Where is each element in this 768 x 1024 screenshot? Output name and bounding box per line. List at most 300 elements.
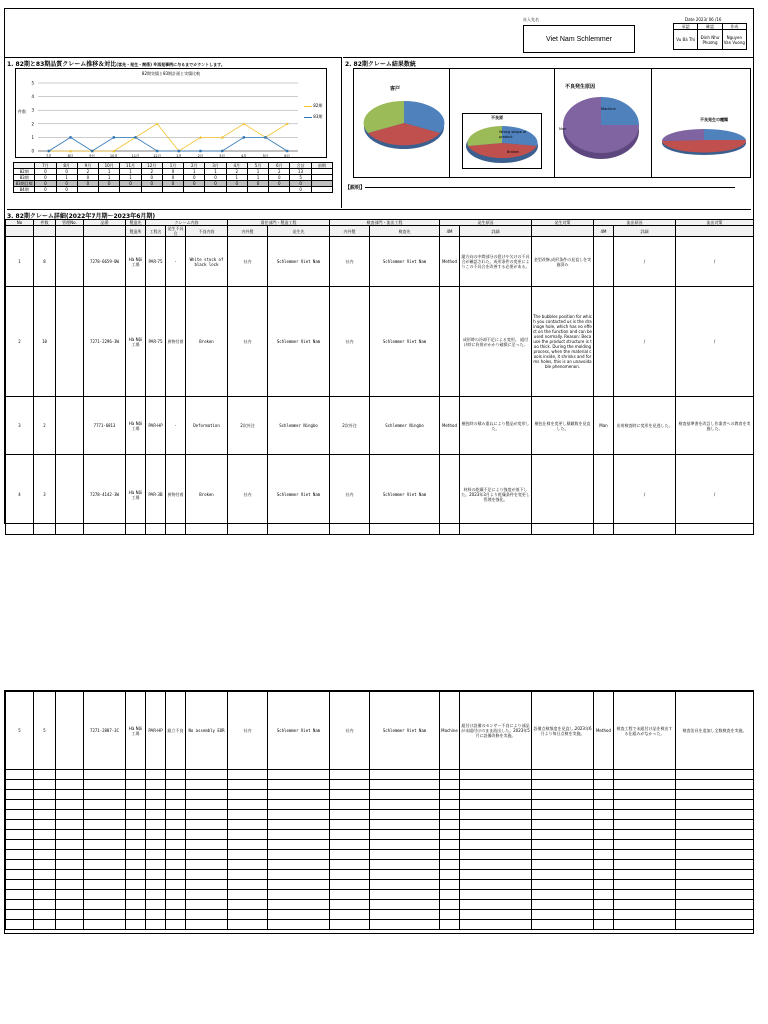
empty-cell	[594, 900, 614, 910]
empty-cell	[56, 890, 84, 900]
col-head: 責任部門・製造工程	[228, 220, 330, 226]
empty-cell	[228, 850, 268, 860]
empty-cell	[84, 890, 126, 900]
cell-count: 10	[34, 287, 56, 397]
col-head: 検査部門・流出工程	[330, 220, 440, 226]
empty-cell	[34, 920, 56, 930]
cell-resp: Schlemmer Ningbo	[268, 397, 330, 455]
empty-cell	[330, 810, 370, 820]
empty-cell	[268, 770, 330, 780]
pie-cause-label: 不良発生原因	[565, 84, 596, 90]
empty-cell	[34, 880, 56, 890]
cell-count: 3	[34, 455, 56, 535]
empty-cell	[594, 880, 614, 890]
cell-count: 2	[34, 397, 56, 455]
col-head: クレーム内容	[146, 220, 228, 226]
month-value: 0	[56, 187, 77, 193]
month-value: 1	[99, 169, 120, 175]
cell-cause: 縦方向の中間部分の裂けや欠けの不具合が確認された。成形条件の変更によりこの不具合を改善する必要がある。	[460, 237, 532, 287]
empty-cell	[614, 920, 676, 930]
empty-row	[6, 790, 754, 800]
sub-head: 内外製	[330, 226, 370, 237]
line-chart-frame	[15, 68, 327, 158]
pie-slice	[662, 129, 704, 141]
empty-cell	[6, 800, 34, 810]
month-col-head: 4月	[226, 163, 247, 169]
month-col-head: 1月	[162, 163, 183, 169]
empty-cell	[84, 880, 126, 890]
y-tick-label: 0	[31, 148, 34, 154]
sub-head: 詳細	[614, 226, 676, 237]
empty-cell	[676, 770, 754, 780]
cell-counter: The bubbles position for which you contacted us is the drainage hole, which has no effect on the function and can be used normally. Reason: Because the product structure is too thick. During the molding process, when the material cools inside, it shrinks and forms holes, this is an unavoidable phenomenon.	[532, 287, 594, 397]
empty-cell	[370, 840, 440, 850]
cell-counter	[532, 455, 594, 535]
empty-cell	[166, 770, 186, 780]
empty-cell	[146, 860, 166, 870]
cell-part: 7771-6813	[84, 397, 126, 455]
data-point	[156, 150, 158, 152]
approval-name: Đinh Như Phương	[698, 30, 722, 50]
month-value: 1	[120, 175, 141, 181]
x-tick-label: 1月	[175, 154, 182, 158]
empty-cell	[460, 800, 532, 810]
data-point	[48, 150, 50, 152]
empty-cell	[34, 910, 56, 920]
empty-cell	[594, 910, 614, 920]
cell-content: No assembly EOR	[186, 692, 228, 770]
empty-cell	[56, 770, 84, 780]
cell-insp: Schlemmer Viet Nam	[370, 692, 440, 770]
legend-item-82	[304, 103, 322, 108]
month-col-head: 合計	[290, 163, 311, 169]
cell-out-counter: /	[676, 237, 754, 287]
empty-cell	[56, 800, 84, 810]
empty-cell	[268, 850, 330, 860]
empty-cell	[460, 880, 532, 890]
empty-cell	[228, 870, 268, 880]
empty-cell	[268, 860, 330, 870]
empty-cell	[594, 820, 614, 830]
empty-row	[6, 890, 754, 900]
month-value: 1	[56, 175, 77, 181]
y-tick-label: 1	[31, 134, 34, 140]
empty-cell	[34, 840, 56, 850]
cell-defect: -	[166, 237, 186, 287]
table-row	[14, 187, 333, 193]
cell-4m: Machine	[440, 692, 460, 770]
empty-cell	[146, 820, 166, 830]
empty-cell	[460, 920, 532, 930]
empty-cell	[166, 850, 186, 860]
cell-ctrl	[56, 455, 84, 535]
empty-cell	[166, 910, 186, 920]
empty-cell	[370, 830, 440, 840]
empty-cell	[228, 800, 268, 810]
empty-cell	[34, 780, 56, 790]
empty-cell	[186, 810, 228, 820]
notes-label: 【説明】	[345, 185, 366, 191]
empty-cell	[440, 800, 460, 810]
cell-resp-io: 社内	[228, 692, 268, 770]
empty-cell	[460, 830, 532, 840]
cell-out-counter: /	[676, 455, 754, 535]
cell-factory: Hà Nội 工場	[126, 455, 146, 535]
empty-cell	[126, 820, 146, 830]
month-value: 0	[120, 181, 141, 187]
month-col-head: 3月	[205, 163, 226, 169]
cell-process: PAR-3B	[146, 455, 166, 535]
month-value: 0	[35, 175, 56, 181]
empty-cell	[166, 860, 186, 870]
empty-cell	[370, 900, 440, 910]
empty-cell	[34, 820, 56, 830]
month-value	[247, 187, 268, 193]
empty-cell	[614, 810, 676, 820]
empty-cell	[34, 790, 56, 800]
col-head: 発生原因	[440, 220, 532, 226]
empty-cell	[460, 900, 532, 910]
empty-cell	[330, 780, 370, 790]
empty-cell	[330, 860, 370, 870]
cell-insp-io: 社内	[330, 287, 370, 397]
empty-cell	[676, 890, 754, 900]
month-value	[205, 187, 226, 193]
empty-cell	[330, 910, 370, 920]
cell-defect: 異物付着	[166, 455, 186, 535]
empty-cell	[676, 850, 754, 860]
empty-cell	[614, 850, 676, 860]
empty-cell	[268, 910, 330, 920]
cell-4m	[440, 287, 460, 397]
empty-cell	[56, 860, 84, 870]
empty-cell	[228, 780, 268, 790]
month-value	[269, 187, 290, 193]
sheet-page-1	[4, 8, 754, 524]
empty-cell	[614, 780, 676, 790]
series-line-83	[49, 137, 287, 151]
cell-resp-io: 社内	[228, 287, 268, 397]
empty-cell	[594, 920, 614, 930]
month-value: 0	[35, 169, 56, 175]
empty-cell	[330, 880, 370, 890]
month-col-head: 前期	[311, 163, 332, 169]
month-value: 1	[247, 175, 268, 181]
month-value: 0	[99, 181, 120, 187]
cell-count: 8	[34, 237, 56, 287]
empty-cell	[532, 790, 594, 800]
empty-cell	[6, 780, 34, 790]
empty-cell	[614, 800, 676, 810]
empty-cell	[56, 810, 84, 820]
approval-head: 作成	[722, 24, 746, 30]
empty-cell	[440, 770, 460, 780]
sub-head	[34, 226, 56, 237]
pie-customer-label: 客戸	[390, 86, 401, 92]
empty-cell	[370, 770, 440, 780]
empty-cell	[676, 780, 754, 790]
empty-cell	[6, 870, 34, 880]
month-value	[226, 187, 247, 193]
empty-cell	[146, 790, 166, 800]
empty-cell	[614, 790, 676, 800]
empty-cell	[532, 920, 594, 930]
cell-out-counter: 検査治具を追加し全数検査を実施。	[676, 692, 754, 770]
empty-cell	[84, 900, 126, 910]
cell-insp-io: 社内	[330, 455, 370, 535]
empty-cell	[84, 910, 126, 920]
claim-row	[6, 237, 754, 287]
empty-cell	[166, 820, 186, 830]
empty-cell	[186, 910, 228, 920]
cell-process: PAR-75	[146, 237, 166, 287]
empty-cell	[440, 830, 460, 840]
empty-cell	[126, 890, 146, 900]
empty-cell	[594, 870, 614, 880]
empty-row	[6, 770, 754, 780]
claim-row	[6, 397, 754, 455]
empty-cell	[166, 920, 186, 930]
empty-cell	[532, 820, 594, 830]
month-value: 0	[226, 181, 247, 187]
cell-content: Broken	[186, 287, 228, 397]
pie-type-label: 不良発生の種類	[700, 117, 728, 122]
empty-cell	[6, 880, 34, 890]
empty-row	[6, 820, 754, 830]
empty-cell	[6, 900, 34, 910]
x-tick-label: 12月	[153, 154, 162, 158]
cell-4m	[440, 455, 460, 535]
empty-cell	[614, 770, 676, 780]
empty-cell	[532, 800, 594, 810]
empty-cell	[460, 870, 532, 880]
recipient-label: 社入先名	[523, 17, 539, 22]
pie-type-panel	[660, 115, 750, 165]
pie-slice	[467, 126, 502, 146]
cell-ctrl	[56, 237, 84, 287]
pie-customer-panel	[354, 69, 450, 177]
empty-cell	[268, 790, 330, 800]
cell-insp: Schlemmer Ningbo	[370, 397, 440, 455]
sub-head: 内外製	[228, 226, 268, 237]
empty-cell	[126, 830, 146, 840]
approval-table	[673, 23, 747, 50]
empty-cell	[186, 900, 228, 910]
empty-cell	[84, 870, 126, 880]
cell-factory: Hà Nội 工場	[126, 397, 146, 455]
empty-cell	[228, 790, 268, 800]
month-value: 1	[226, 175, 247, 181]
empty-cell	[6, 820, 34, 830]
col-head: 管理No.	[56, 220, 84, 226]
cell-factory: Hà Nội 工場	[126, 287, 146, 397]
empty-cell	[186, 920, 228, 930]
empty-cell	[268, 830, 330, 840]
empty-cell	[330, 850, 370, 860]
cell-ctrl	[56, 287, 84, 397]
cell-4m: Method	[440, 237, 460, 287]
empty-cell	[440, 920, 460, 930]
month-value: 0	[162, 169, 183, 175]
cell-out-4m: Man	[594, 397, 614, 455]
empty-cell	[56, 790, 84, 800]
empty-row	[6, 850, 754, 860]
empty-cell	[614, 830, 676, 840]
month-col-head: 6月	[269, 163, 290, 169]
empty-cell	[186, 860, 228, 870]
empty-cell	[460, 820, 532, 830]
x-tick-label: 7月	[45, 154, 52, 158]
month-value: 0	[290, 187, 311, 193]
empty-cell	[6, 860, 34, 870]
month-value	[162, 187, 183, 193]
cell-no: 5	[6, 692, 34, 770]
month-value: 0	[184, 175, 205, 181]
monthly-claims-table	[13, 162, 333, 193]
month-value: 0	[269, 175, 290, 181]
month-value: 1	[247, 169, 268, 175]
cell-insp-io: 社内	[330, 237, 370, 287]
month-col-head: 11月	[120, 163, 141, 169]
section3-title: 3. 82期クレーム詳細(2022年7月期～2023年6月期)	[7, 209, 751, 220]
empty-cell	[84, 860, 126, 870]
month-value: 0	[162, 175, 183, 181]
empty-cell	[126, 810, 146, 820]
month-value: 5	[290, 175, 311, 181]
empty-cell	[186, 840, 228, 850]
approval-name: Vu Bá Thi	[674, 30, 698, 50]
empty-cell	[532, 770, 594, 780]
empty-cell	[370, 810, 440, 820]
x-tick-label: 6月	[284, 154, 291, 158]
empty-cell	[370, 790, 440, 800]
empty-cell	[146, 870, 166, 880]
empty-cell	[34, 870, 56, 880]
empty-cell	[166, 790, 186, 800]
empty-cell	[440, 890, 460, 900]
empty-cell	[166, 810, 186, 820]
empty-cell	[126, 880, 146, 890]
section1-title	[7, 59, 225, 68]
cell-part: 7278-4142-3W	[84, 455, 126, 535]
empty-cell	[146, 810, 166, 820]
cell-insp: Schlemmer Viet Nam	[370, 237, 440, 287]
empty-cell	[594, 800, 614, 810]
cell-out-counter: /	[676, 287, 754, 397]
empty-cell	[614, 910, 676, 920]
empty-cell	[56, 840, 84, 850]
month-value: 0	[141, 175, 162, 181]
empty-cell	[532, 880, 594, 890]
month-value: 0	[35, 187, 56, 193]
empty-cell	[126, 860, 146, 870]
empty-cell	[330, 840, 370, 850]
company-name: Viet Nam Schlemmer	[545, 35, 612, 43]
sub-head	[676, 226, 754, 237]
empty-cell	[370, 880, 440, 890]
empty-cell	[614, 840, 676, 850]
empty-cell	[370, 800, 440, 810]
x-tick-label: 11月	[131, 154, 140, 158]
empty-cell	[440, 840, 460, 850]
cell-content: White stock of black lock	[186, 237, 228, 287]
empty-cell	[440, 810, 460, 820]
chart-title: 82期実績と83期計画と実績比較	[141, 71, 201, 76]
empty-cell	[34, 850, 56, 860]
data-point	[113, 136, 115, 138]
empty-cell	[56, 780, 84, 790]
empty-cell	[186, 850, 228, 860]
empty-cell	[460, 780, 532, 790]
empty-cell	[532, 870, 594, 880]
empty-cell	[440, 900, 460, 910]
month-value: 2	[77, 169, 98, 175]
y-tick-label: 2	[31, 121, 34, 127]
cell-content: Deformation	[186, 397, 228, 455]
empty-cell	[440, 910, 460, 920]
empty-cell	[268, 810, 330, 820]
cell-out-counter: 検査基準書を改訂し作業者への教育を実施した。	[676, 397, 754, 455]
empty-cell	[676, 830, 754, 840]
notes-line	[365, 187, 735, 188]
empty-cell	[166, 780, 186, 790]
month-value: 13	[290, 169, 311, 175]
empty-cell	[330, 900, 370, 910]
approval-head: 承認	[674, 24, 698, 30]
cell-part: 7271-2296-3W	[84, 287, 126, 397]
empty-cell	[330, 790, 370, 800]
col-head: 流出対策	[676, 220, 754, 226]
empty-cell	[370, 780, 440, 790]
empty-cell	[676, 860, 754, 870]
cell-cause: 梱包時の積み重ねにより製品が変形した。	[460, 397, 532, 455]
empty-cell	[186, 800, 228, 810]
cell-factory: Hà Nội 工場	[126, 237, 146, 287]
empty-cell	[676, 790, 754, 800]
claims-detail-table-cont	[5, 691, 754, 930]
x-tick-label: 3月	[219, 154, 226, 158]
empty-cell	[268, 920, 330, 930]
empty-cell	[186, 790, 228, 800]
empty-cell	[84, 790, 126, 800]
cell-ctrl	[56, 692, 84, 770]
empty-cell	[186, 780, 228, 790]
empty-cell	[228, 920, 268, 930]
empty-cell	[34, 830, 56, 840]
empty-cell	[126, 900, 146, 910]
empty-cell	[594, 830, 614, 840]
empty-cell	[34, 800, 56, 810]
cell-process: PAR-75	[146, 287, 166, 397]
empty-cell	[186, 770, 228, 780]
sub-head: 工程名	[146, 226, 166, 237]
empty-cell	[676, 880, 754, 890]
y-tick-label: 4	[31, 94, 34, 100]
x-tick-label: 9月	[89, 154, 96, 158]
month-value	[184, 187, 205, 193]
empty-cell	[532, 810, 594, 820]
empty-cell	[532, 830, 594, 840]
empty-cell	[228, 810, 268, 820]
row-label: 82期	[14, 169, 35, 175]
empty-cell	[268, 900, 330, 910]
approval-name: Nguyen Van Vuong	[722, 30, 746, 50]
month-value: 0	[56, 169, 77, 175]
empty-row	[6, 910, 754, 920]
data-point	[264, 136, 266, 138]
pie-slice-label: Wrong shape of product	[499, 130, 527, 139]
empty-cell	[34, 890, 56, 900]
